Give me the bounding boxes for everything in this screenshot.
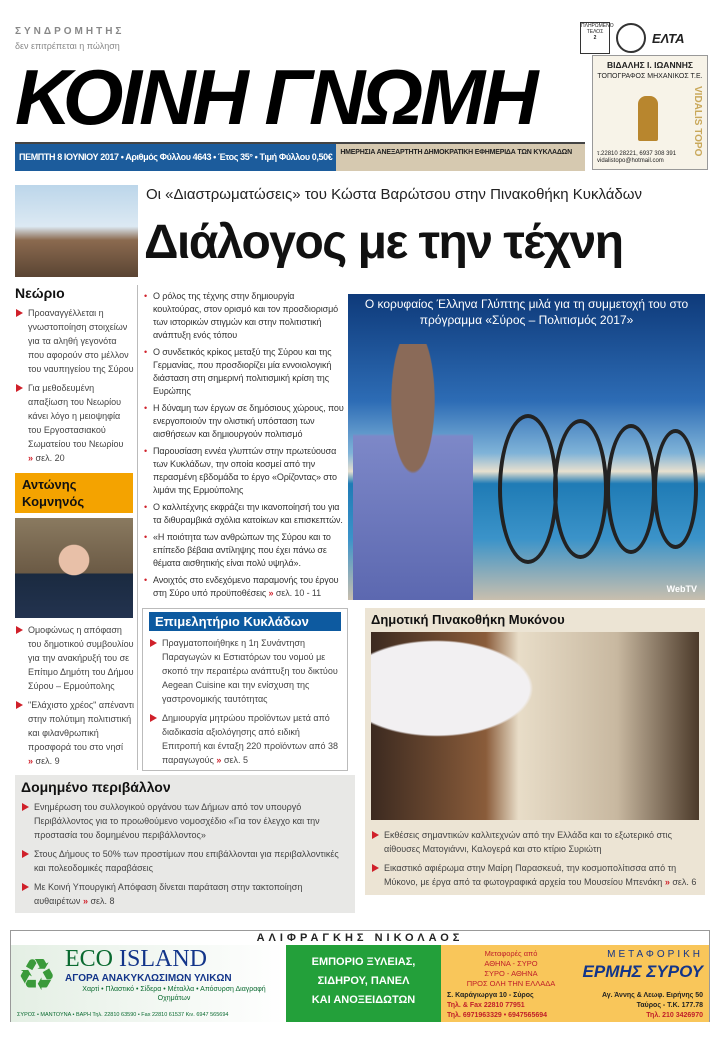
list-item: Πραγματοποιήθηκε η 1η Συνάντηση Παραγωγών κι Εστιατόρων του νομού με σκοπό την περαιτέρω ανάπτυξη του δικτύου Aegean Cuisine και την ενίσχυση της γαστρονομικής ταυτότητας [149,636,341,706]
route-line: Μεταφορές από [484,949,538,958]
domimeno-section [15,775,355,913]
route-line: ΑΘΗΝΑ - ΣΥΡΟ [484,959,538,968]
list-item [21,880,349,908]
sculpture-ring [553,419,608,559]
list-item-text: "Ελάχιστο χρέος" απέναντι στην πολύτιμη πολιτιστική και φιλανθρωπική προσφορά του στο νησί [28,700,135,752]
wood-line: ΕΜΠΟΡΙΟ ΞΥΛΕΙΑΣ, [311,956,416,968]
eco-island-logo [65,945,283,973]
phone: Τηλ. & Fax 22810 77951 [447,1002,525,1009]
transport-routes [447,949,575,989]
transport-contact-syros [447,991,577,1021]
eco-text [65,945,283,1003]
page-ref[interactable]: » σελ. 6 [665,877,697,887]
issue-info: ΠΕΜΠΤΗ 8 ΙΟΥΝΙΟΥ 2017 • Αριθμός Φύλλου 4643 • Έτος 35° • Τιμή Φύλλου 0,50€ [15,144,336,171]
list-item: Εκθέσεις σημαντικών καλλιτεχνών από την Ελλάδα και το εξωτερικό στις αίθουσες Ματογιάννι, Καλογερά και στο κτίριο Συριώτη [371,828,699,856]
transport-brand: ΕΡΜΗΣ ΣΥΡΟΥ [582,962,703,981]
wood-line: ΚΑΙ ΑΝΟΞΕΙΔΩΤΩΝ [311,994,416,1006]
sculptor-photo [348,294,705,600]
sculptor-figure [353,344,473,600]
postage-number: 2 [593,35,597,41]
ad-name: ΒΙΔΑΛΗΣ Ι. ΙΩΑΝΝΗΣ [607,60,693,70]
ad-side-text: VIDALIS TOPO [692,86,703,157]
mykonos-section [365,608,705,895]
page-ref[interactable]: » σελ. 5 [216,755,248,765]
gallery-photo [371,632,699,820]
transport-contact-athens [578,991,703,1021]
surveyor-ad[interactable] [592,55,708,170]
list-item: • Ο συνδετικός κρίκος μεταξύ της Σύρου και της Γερμανίας, που προσδιορίζει μία εννοιολογική διάσταση στη σημερινή πολιτισμική κρίση της Ευρώπης [144,346,344,398]
list-item: Στους Δήμους το 50% των προστίμων που επιβάλλονται για περιβαλλοντικές και πολεοδομικές παραβάσεις [21,847,349,875]
sculpture-ring [498,414,558,564]
list-item [149,711,341,767]
mykonos-title[interactable]: Δημοτική Πινακοθήκη Μυκόνου [371,612,565,627]
list-item: Ενημέρωση του συλλογικού οργάνου των Δήμων από τον υπουργό Περιβάλλοντος για το προωθούμενο νομοσχέδιο «Για τον έλεγχο και την προστασία του δομημένου περιβάλλοντος» [21,800,349,842]
page-ref[interactable]: » σελ. 9 [28,756,60,766]
list-item-text: Ανοιχτός στο ενδεχόμενο παραμονής του έργου στη Σύρο υπό προϋποθέσεις [153,575,339,598]
wood-line: ΣΙΔΗΡΟΥ, ΠΑΝΕΛ [317,975,410,987]
list-item: • Η δύναμη των έργων σε δημόσιους χώρους, που ενεργοποιούν την ολιστική υπόσταση των αισθήσεων και δημιουργούν πολιτισμό [144,402,344,441]
page-ref[interactable]: » σελ. 8 [83,896,115,906]
watermark: WebTV [666,584,697,594]
phone: Τηλ. 210 3426970 [646,1012,703,1019]
list-item [144,574,344,600]
sculpture-ring [653,429,698,549]
ad-title: ΤΟΠΟΓΡΑΦΟΣ ΜΗΧΑΝΙΚΟΣ Τ.Ε. [597,73,703,80]
eco-items: Χαρτί • Πλαστικό • Σίδερα • Μέταλλα • Απόσυρση Διαγραφή Οχημάτων [82,986,266,1002]
list-item-text: Εικαστικό αφιέρωμα στην Μαίρη Παρασκευά, την κοσμοπολίτισσα από τη Μύκονο, με έργα από τα φωτογραφικά αρχεία του Μουσείου Μπενάκη [384,863,677,887]
issue-bar [15,142,585,171]
transport-ad [441,945,709,1022]
epimelitirio-section [142,608,348,771]
column-divider [137,285,138,770]
tagline: ΗΜΕΡΗΣΙΑ ΑΝΕΞΑΡΤΗΤΗ ΔΗΜΟΚΡΑΤΙΚΗ ΕΦΗΜΕΡΙΔΑ ΤΩΝ ΚΥΚΛΑΔΩΝ [336,144,585,171]
surveyor-figure-icon [638,96,658,141]
eco-island-ad [11,945,286,1022]
list-item: • Παρουσίαση εννέα γλυπτών στην πρωτεύουσα των Κυκλάδων, την οποία κοσμεί από την περασμένη εβδομάδα το έργο «Ορίζοντας» στο λιμάνι της Ερμούπολης [144,445,344,497]
list-item-text: Με Κοινή Υπουργική Απόφαση δίνεται παράταση στην τακτοποίηση αυθαιρέτων [34,882,303,906]
komninos-title[interactable]: Αντώνης Κομνηνός [15,473,133,513]
ad-row [11,945,709,1022]
list-item [371,861,699,889]
ad-owner: ΑΛΙΦΡΑΓΚΗΣ ΝΙΚΟΛΑΟΣ [256,932,464,944]
route-line: ΠΡΟΣ ΟΛΗ ΤΗΝ ΕΛΛΑΔΑ [466,979,556,988]
shipyard-photo [15,185,138,277]
postage-paid-stamp [580,22,614,54]
eco-word: ECO [65,946,119,972]
epimelitirio-title[interactable]: Επιμελητήριο Κυκλάδων [149,612,341,631]
list-item [15,381,135,465]
komninos-photo [15,518,133,618]
list-item: • Ο καλλιτέχνης εκφράζει την ικανοποίησή του για τα διθυραμβικά σχόλια κατοίκων και επισκεπτών. [144,501,344,527]
list-item-text: Δημιουργία μητρώου προϊόντων μετά από διαδικασία αξιολόγησης από ειδική Επιτροπή και ένταξη 220 προϊόντων από 38 παραγωγούς [162,713,338,765]
list-item: Ομοφώνως η απόφαση του δημοτικού συμβουλίου για την ανακήρυξή του σε Επίτιμο Δημότη του Δήμου Σύρου – Ερμούπολης [15,623,135,693]
masthead: ΚΟΙΝΗ ΓΝΩΜΗ [15,53,536,141]
phone: Τηλ. 6971963329 • 6947565694 [447,1012,548,1019]
wood-trade-ad [286,945,441,1022]
list-item: • Ο ρόλος της τέχνης στην δημιουργία κουλτούρας, στον ορισμό και τον προσδιορισμό των ιστορικών στιγμών και στην πολιτιστική ανάπτυξη ενός τόπου [144,290,344,342]
sculpture-ring [606,424,656,554]
left-column [15,285,135,768]
list-item-text: Για μεθοδευμένη απαξίωση του Νεωρίου κάνει λόγο η μειοψηφία του Εργοστασιακού Σωματείου του Νεωρίου [28,383,124,449]
neorio-title[interactable]: Νεώριο [15,285,65,301]
lead-headline[interactable]: Διάλογος με την τέχνη [144,216,623,269]
address: Αγ. Άννης & Λεωφ. Ειρήνης 50 [601,992,703,999]
subscriber-label: ΣΥΝΔΡΟΜΗΤΗΣ [15,26,125,37]
not-for-sale-label: δεν επιτρέπεται η πώληση [15,41,120,51]
island-word: ISLAND [119,946,207,972]
list-item: Προαναγγέλλεται η γνωστοποίηση στοιχείων για τα αληθή γεγονότα που αφορούν στο μέλλον του ναυπηγείου της Σύρου [15,306,135,376]
recycle-icon: ♻ [17,951,57,1000]
address: Ταύρος - Τ.Κ. 177.78 [636,1002,703,1009]
transport-brand-top: ΜΕΤΑΦΟΡΙΚΗ [607,949,703,960]
eco-subtitle: ΑΓΟΡΑ ΑΝΑΚΥΚΛΩΣΙΜΩΝ ΥΛΙΚΩΝ [65,973,232,984]
seal-icon [616,23,646,53]
elta-logo: ΕΛΤΑ [652,30,685,46]
middle-column [144,290,344,771]
domimeno-title[interactable]: Δομημένο περιβάλλον [21,779,171,795]
address: Σ. Καράγιωργα 10 - Σύρος [447,992,534,999]
photo-caption: Ο κορυφαίος Έλληνα Γλύπτης μιλά για τη συμμετοχή του στο πρόγραμμα «Σύρος – Πολιτισμός 2017» [364,297,689,327]
eco-contact: ΣΥΡΟΣ • ΜΑΝΤΟΥΝΑ • ΒΑΡΗ Τηλ. 22810 63590 • Fax 22810 61537 Κιν. 6947 565694 [17,1012,229,1018]
bottom-advertisement[interactable] [10,930,710,1022]
lead-bullets [144,290,344,600]
route-line: ΣΥΡΟ - ΑΘΗΝΑ [484,969,538,978]
postage-badges [580,20,705,56]
postage-label: ΠΛΗΡΩΜΕΝΟ ΤΕΛΟΣ [581,23,614,35]
list-item: • «Η ποιότητα των ανθρώπων της Σύρου και το επίπεδο βέβαια αντίληψης που έχει πάνω σε θέματα αισθητικής είναι πολύ υψηλά». [144,531,344,570]
page-ref[interactable]: » σελ. 10 - 11 [269,588,322,598]
page-ref[interactable]: » σελ. 20 [28,453,65,463]
lead-kicker: Οι «Διαστρωματώσεις» του Κώστα Βαρώτσου στην Πινακοθήκη Κυκλάδων [146,186,642,203]
list-item [15,698,135,768]
ad-contact: τ.22810 28221, 6937 308 391 vidalistopo@hotmail.com [597,151,677,164]
neorio-section [15,285,135,465]
komninos-section [15,623,135,768]
